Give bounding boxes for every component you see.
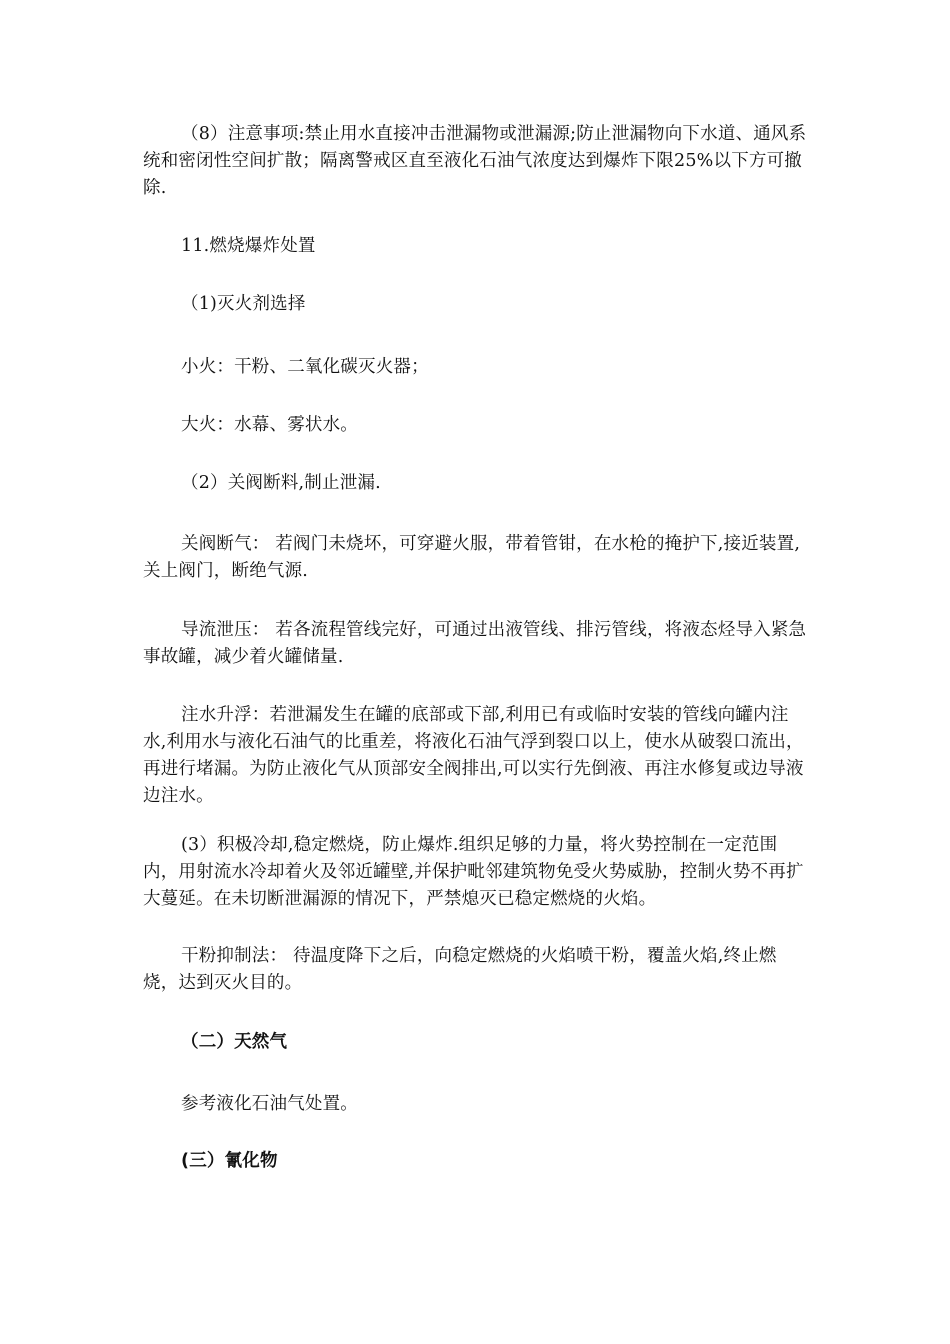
paragraph-shut-off-gas: 关阀断气： 若阀门未烧坏，可穿避火服，带着管钳，在水枪的掩护下,接近装置,关上阀门，断绝气源. [143, 534, 801, 581]
heading-natural-gas: （二）天然气 [181, 1032, 288, 1052]
paragraph-cooling: (3）积极冷却,稳定燃烧，防止爆炸.组织足够的力量，将火势控制在一定范围内，用射流水冷却着火及邻近罐壁,并保护毗邻建筑物免受火势威胁，控制火势不再扩大蔓延。在未切断泄漏源的情况下，严禁熄灭已稳定燃烧的火焰。 [143, 835, 804, 909]
paragraph-dry-powder: 干粉抑制法： 待温度降下之后，向稳定燃烧的火焰喷干粉，覆盖火焰,终止燃烧，达到灭火目的。 [143, 946, 777, 993]
paragraph-section-11-title: 11.燃烧爆炸处置 [181, 236, 316, 256]
paragraph-reference-lpg: 参考液化石油气处置。 [181, 1094, 358, 1114]
paragraph-precautions: （8）注意事项:禁止用水直接冲击泄漏物或泄漏源;防止泄漏物向下水道、通风系统和密闭性空间扩散；隔离警戒区直至液化石油气浓度达到爆炸下限25%以下方可撤除. [143, 124, 807, 198]
paragraph-small-fire: 小火：干粉、二氧化碳灭火器； [181, 357, 429, 377]
paragraph-close-valve: （2）关阀断料,制止泄漏. [181, 473, 381, 493]
heading-cyanide: (三）氰化物 [181, 1151, 278, 1171]
paragraph-extinguishing-agent: （1)灭火剂选择 [181, 294, 306, 314]
paragraph-large-fire: 大火：水幕、雾状水。 [181, 415, 358, 435]
paragraph-water-injection: 注水升浮：若泄漏发生在罐的底部或下部,利用已有或临时安装的管线向罐内注水,利用水与液化石油气的比重差，将液化石油气浮到裂口以上，使水从破裂口流出，再进行堵漏。为防止液化气从顶部安全阀排出,可以实行先倒液、再注水修复或边导液边注水。 [143, 705, 804, 806]
paragraph-diversion: 导流泄压： 若各流程管线完好，可通过出液管线、排污管线，将液态烃导入紧急事故罐，减少着火罐储量. [143, 620, 807, 667]
